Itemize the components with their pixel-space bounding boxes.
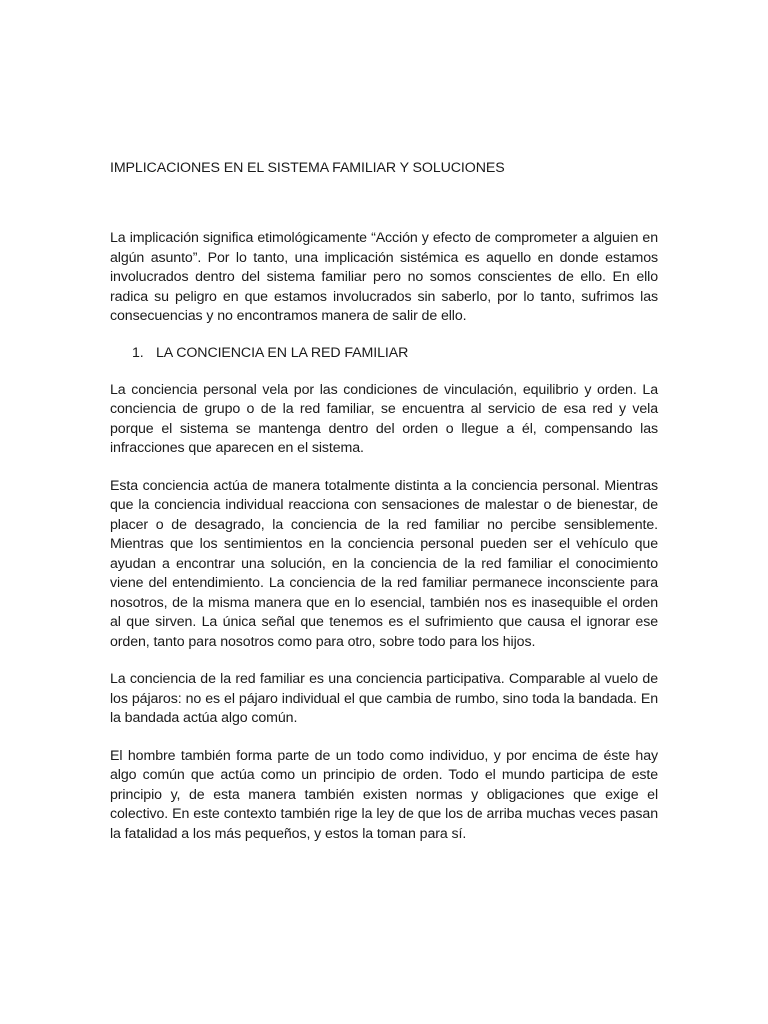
paragraph-conciencia-participativa: La conciencia de la red familiar es una conciencia participativa. Comparable al vuelo de los pájaros: no es el pájaro individual el que cambia de rumbo, sino toda la bandada. En la bandada actúa algo común. bbox=[110, 671, 658, 726]
section-title: LA CONCIENCIA EN LA RED FAMILIAR bbox=[156, 344, 409, 361]
paragraph-intro: La implicación significa etimológicamente “Acción y efecto de comprometer a alguien en algún asunto”. Por lo tanto, una implicación sistémica es aquello en donde estamos involucrados dentro del sistema familiar pero no somos conscientes de ello. En ello radica su peligro en que estamos involucrados sin saberlo, por lo tanto, sufrimos las consecuencias y no encontramos manera de salir de ello. bbox=[110, 230, 658, 324]
section-heading bbox=[110, 343, 658, 363]
section-number: 1. bbox=[132, 344, 144, 361]
document-title: IMPLICACIONES EN EL SISTEMA FAMILIAR Y SOLUCIONES bbox=[110, 160, 505, 176]
document-page bbox=[110, 158, 658, 844]
paragraph-hombre-todo: El hombre también forma parte de un todo como individuo, y por encima de éste hay algo común que actúa como un principio de orden. Todo el mundo participa de este principio y, de esta manera también existen normas y obligaciones que exige el colectivo. En este contexto también rige la ley de que los de arriba muchas veces pasan la fatalidad a los más pequeños, y estos la toman para sí. bbox=[110, 747, 658, 842]
paragraph-conciencia-personal: La conciencia personal vela por las condiciones de vinculación, equilibrio y orden. La conciencia de grupo o de la red familiar, se encuentra al servicio de esa red y vela porque el sistema se mantenga dentro del orden o llegue a él, compensando las infracciones que aparecen en el sistema. bbox=[110, 381, 658, 456]
paragraph-conciencia-actua: Esta conciencia actúa de manera totalmente distinta a la conciencia personal. Mientras que la conciencia individual reacciona con sensaciones de malestar o de bienestar, de placer o de desagrado, la conciencia de la red familiar no percibe sensiblemente. Mientras que los sentimientos en la conciencia personal pueden ser el vehículo que ayudan a encontrar una solución, en la conciencia de la red familiar el conocimiento viene del entendimiento. La conciencia de la red familiar permanece inconsciente para nosotros, de la misma manera que en lo esencial, también nos es inasequible el orden al que sirven. La única señal que tenemos es el sufrimiento que causa el ignorar ese orden, tanto para nosotros como para otro, sobre todo para los hijos. bbox=[110, 477, 658, 650]
